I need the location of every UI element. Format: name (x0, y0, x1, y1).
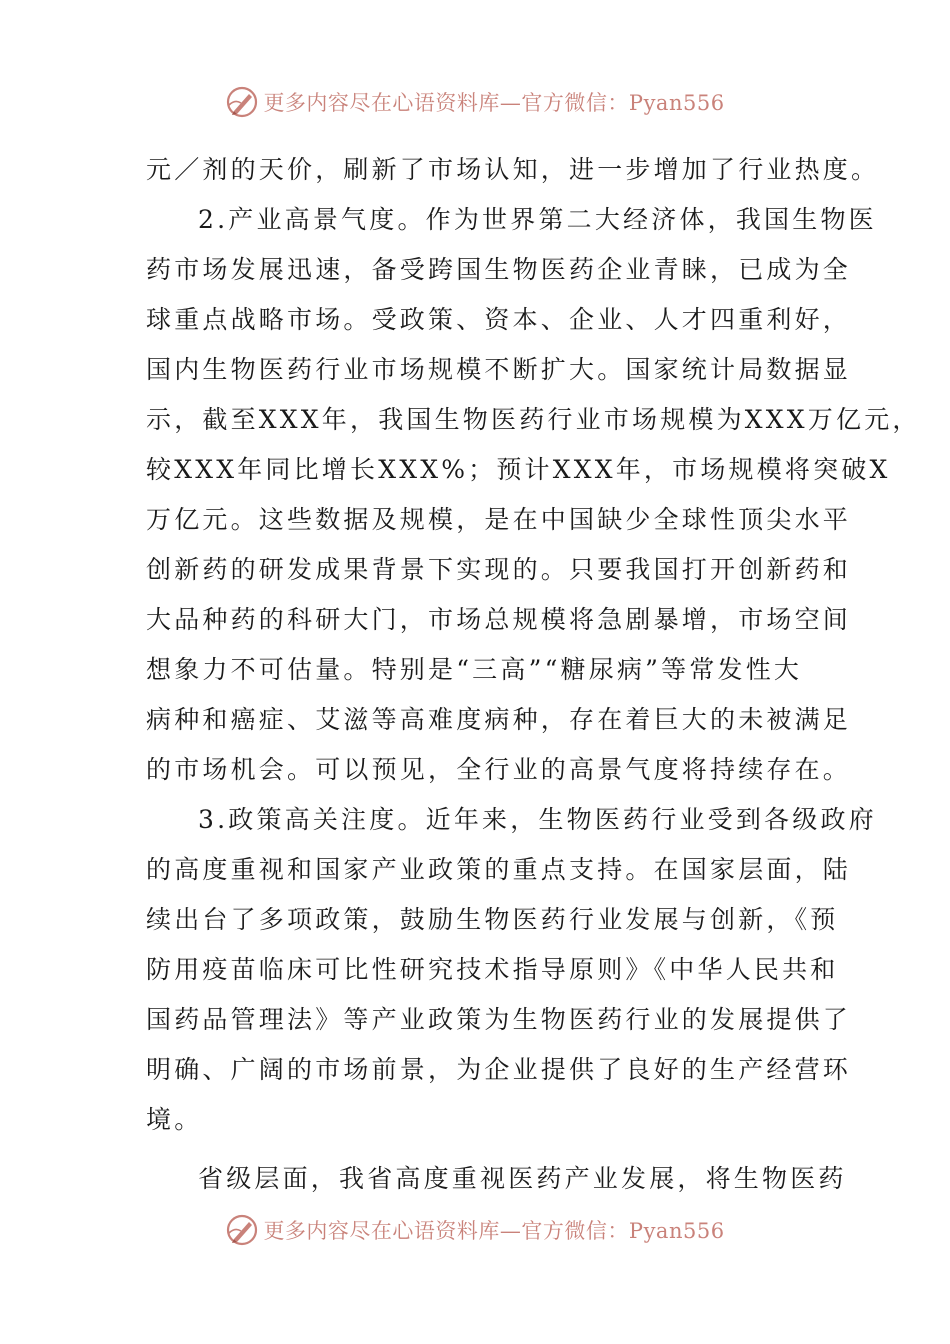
text-line: 国内生物医药行业市场规模不断扩大。国家统计局数据显 (146, 355, 852, 384)
document-body (146, 145, 921, 1204)
text-line: 境。 (146, 1105, 203, 1134)
text-line: 想象力不可估量。特别是“三高”“糖尿病”等常发性大 (146, 655, 803, 684)
text-line: 万亿元。这些数据及规模，是在中国缺少全球性顶尖水平 (146, 505, 852, 534)
text-line: 创新药的研发成果背景下实现的。只要我国打开创新药和 (146, 555, 852, 584)
footer-banner (0, 1210, 950, 1250)
banner-text: 更多内容尽在心语资料库—官方微信：Pyan556 (263, 91, 725, 115)
pen-in-circle-icon (225, 1213, 259, 1247)
text-line: 防用疫苗临床可比性研究技术指导原则》《中华人民共和 (146, 955, 839, 984)
text-line: 较XXX年同比增长XXX%；预计XXX年，市场规模将突破X (146, 455, 891, 484)
text-line: 大品种药的科研大门，市场总规模将急剧暴增，市场空间 (146, 605, 852, 634)
text-line: 明确、广阔的市场前景，为企业提供了良好的生产经营环 (146, 1055, 852, 1084)
paragraph-start-line: 省级层面，我省高度重视医药产业发展，将生物医药 (198, 1164, 847, 1193)
pen-in-circle-icon (225, 85, 259, 119)
text-line: 示，截至XXX年，我国生物医药行业市场规模为XXX万亿元， (146, 405, 921, 434)
text-line: 病种和癌症、艾滋等高难度病种，存在着巨大的未被满足 (146, 705, 852, 734)
text-line: 球重点战略市场。受政策、资本、企业、人才四重利好， (146, 305, 852, 334)
text-line: 的高度重视和国家产业政策的重点支持。在国家层面，陆 (146, 855, 852, 884)
header-banner (0, 82, 950, 122)
section-heading-line: 2.产业高景气度。作为世界第二大经济体，我国生物医 (198, 205, 877, 234)
text-line: 国药品管理法》等产业政策为生物医药行业的发展提供了 (146, 1005, 852, 1034)
text-line: 续出台了多项政策，鼓励生物医药行业发展与创新，《预 (146, 905, 839, 934)
text-line: 的市场机会。可以预见，全行业的高景气度将持续存在。 (146, 755, 852, 784)
section-heading-line: 3.政策高关注度。近年来，生物医药行业受到各级政府 (198, 805, 877, 834)
banner-text: 更多内容尽在心语资料库—官方微信：Pyan556 (263, 1219, 725, 1243)
text-line: 元／剂的天价，刷新了市场认知，进一步增加了行业热度。 (146, 155, 880, 184)
text-line: 药市场发展迅速，备受跨国生物医药企业青睐，已成为全 (146, 255, 852, 284)
